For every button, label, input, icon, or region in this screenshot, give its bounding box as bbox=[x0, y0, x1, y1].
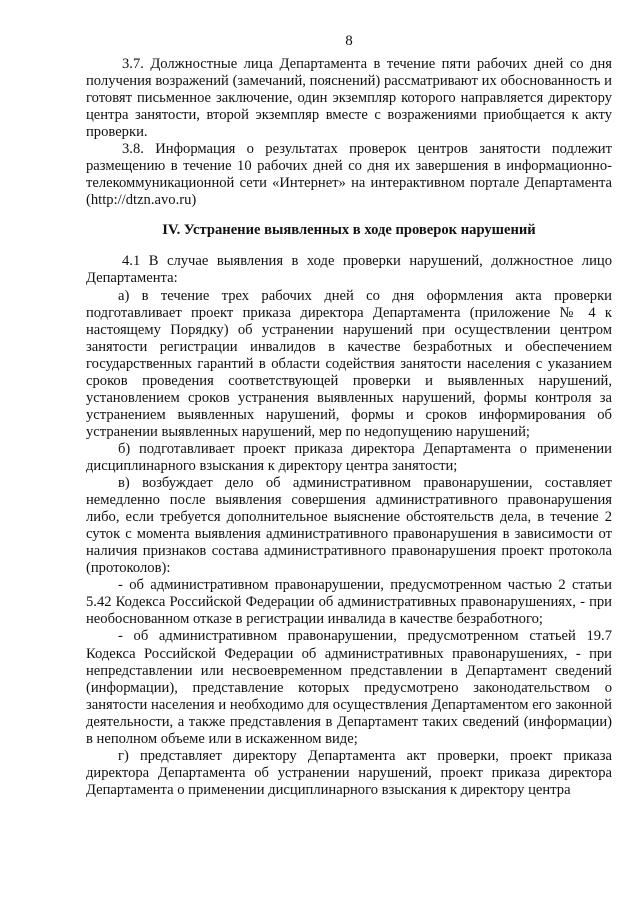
paragraph-4-1-a: а) в течение трех рабочих дней со дня оформления акта проверки подготавливает проект приказа директора Департамента (приложение № 4 к настоящему Порядку) об устранении нарушений при осуществлении центром занятости регистрации инвалидов в качестве безработных и обеспечением государственных гарантий в области содействия занятости населения с указанием сроков проведения соответствующей проверки и выявленных нарушений, установлением сроков устранения выявленных нарушений, формы контроля за устранением выявленных нарушений, формы и сроков информирования об устранении выявленных нарушений, мер по недопущению нарушений; bbox=[86, 287, 612, 440]
paragraph-3-7: 3.7. Должностные лица Департамента в течение пяти рабочих дней со дня получения возражений (замечаний, пояснений) рассматривают их обоснованность и готовят письменное заключение, один экземпляр которого направляется директору центра занятости, второй экземпляр вместе с возражениями приобщается к акту проверки. bbox=[86, 56, 612, 141]
section-heading: IV. Устранение выявленных в ходе проверок нарушений bbox=[162, 222, 536, 239]
paragraph-4-1-g: г) представляет директору Департамента акт проверки, проект приказа директора Департамента об устранении нарушений, проект приказа директора Департамента о применении дисциплинарного взыскания к директору центра bbox=[86, 747, 612, 798]
list-item-article-19-7: - об административном правонарушении, предусмотренном статьей 19.7 Кодекса Российской Федерации об административных правонарушениях, - при непредставлении или несвоевременном представлении в Департамент сведений (информации), представление которых предусмотрено законодательством о занятости населения и необходимо для осуществления Департаментом его законной деятельности, а также представления в Департамент таких сведений (информации) в неполном объеме или в искаженном виде; bbox=[86, 628, 612, 747]
paragraph-4-1: 4.1 В случае выявления в ходе проверки нарушений, должностное лицо Департамента: bbox=[86, 253, 612, 287]
paragraph-4-1-b: б) подготавливает проект приказа директора Департамента о применении дисциплинарного взыскания к директору центра занятости; bbox=[86, 440, 612, 474]
paragraph-4-1-v: в) возбуждает дело об административном правонарушении, составляет немедленно после выявления совершения административного правонарушения либо, если требуется дополнительное выяснение обстоятельств дела, в течение 2 суток с момента выявления административного правонарушения в зависимости от наличия признаков состава административного правонарушения проект протокола (протоколов): bbox=[86, 475, 612, 577]
page-number: 8 bbox=[345, 33, 353, 49]
list-item-article-5-42: - об административном правонарушении, предусмотренном частью 2 статьи 5.42 Кодекса Российской Федерации об административных правонарушениях, - при необоснованном отказе в регистрации инвалида в качестве безработного; bbox=[86, 577, 612, 628]
paragraph-3-8: 3.8. Информация о результатах проверок центров занятости подлежит размещению в течение 10 рабочих дней со дня их завершения в информационно-телекоммуникационной сети «Интернет» на интерактивном портале Департамента (http://dtzn.avo.ru) bbox=[86, 141, 612, 209]
